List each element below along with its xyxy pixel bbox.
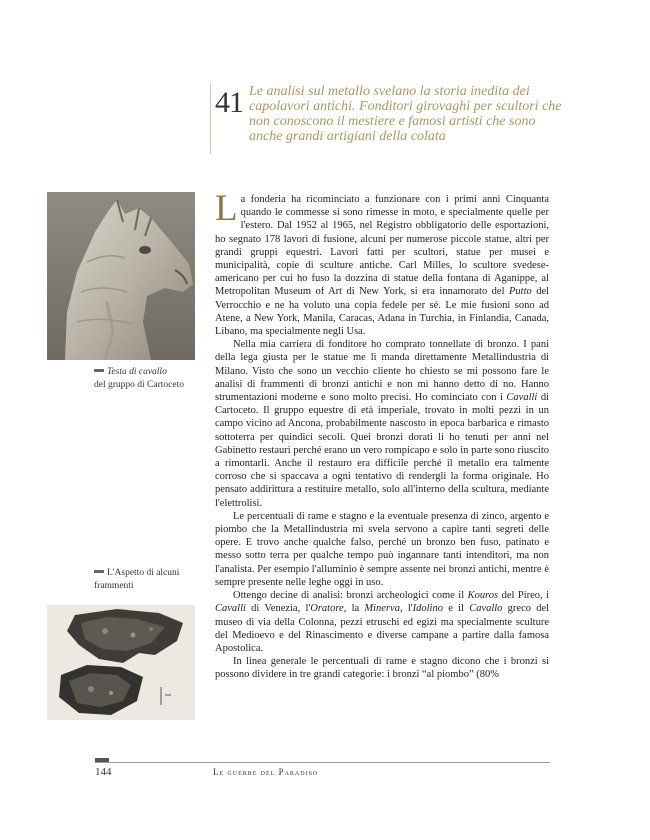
paragraph-text: del Verrocchio e ne ha voluto una copia fedele per sé. Le mie fusioni sono ad Atene, a New York, Manila, Caracas, Adana in Turchia, in Finlandia, Canada, Libano, ma specialmente negli Usa.	[215, 286, 549, 338]
fragments-photo-caption	[94, 567, 204, 593]
paragraph-4	[215, 589, 549, 655]
caption-text: L'Aspetto di alcuni frammenti	[94, 568, 180, 591]
running-title: Le guerre del Paradiso	[213, 767, 319, 777]
caption-title: Testa di cavallo	[107, 367, 167, 377]
caption-detail: del gruppo di Cartoceto	[94, 380, 184, 390]
artwork-title: Idolino	[412, 603, 443, 615]
paragraph-text: Nella mia carriera di fonditore ho comprato tonnellate di bronzo. I pani della lega giusta per le statue me li manda direttamente Metallindustria di Milano. Visto che sono un vecchio cliente ho chiesto se mi possono fare le analisi di frammenti di bronzi antichi e non mi hanno detto di no. Hanno strumentazioni moderne e sono molto precisi. Ho cominciato con i	[215, 339, 549, 404]
paragraph-text: a fonderia ha ricominciato a funzionare con i primi anni Cinquanta quando le commesse si sono rimesse in moto, e specialmente quelle per l'estero. Dal 1952 al 1965, nel Registro obbligatorio delle esportazioni, ho segnato 178 lavori di fusione, alcuni per numerose piccole statue, altri per grandi gruppi equestri. Lavori fatti per scultori, statue per musei e municipalità, copie di sculture antiche. Carl Milles, lo scultore svedese-americano per cui ho fuso la dozzina di statue della fontana di Aganippe, al Metropolitan Museum of Art di New York, si era innamorato del	[215, 194, 549, 298]
artwork-title: Cavallo	[469, 603, 503, 615]
drop-cap: L	[215, 193, 238, 229]
bronze-fragments-photo	[47, 605, 195, 720]
paragraph-2	[215, 338, 549, 510]
paragraph-3: Le percentuali di rame e stagno e la eventuale presenza di zinco, argento e piombo che la Metallindustria mi svela servono a capire tanti segreti delle opere. E trovo anche qualche falso, perché un bronzo ben fuso, patinato e messo sotto terra per qualche tempo può ingannare tanti intenditori, ma non l'analista. Per esempio l'alluminio è sempre assente nei bronzi antichi, mentre è sempre presente nelle leghe oggi in uso.	[215, 510, 549, 588]
horse-head-image	[47, 192, 195, 360]
artwork-title: Kouros	[467, 590, 499, 602]
paragraph-1	[215, 193, 549, 338]
paragraph-text: , l'	[399, 603, 413, 615]
paragraph-text: e il	[448, 603, 464, 615]
footer-marker	[95, 758, 109, 762]
artwork-title: Cavalli	[506, 392, 538, 404]
paragraph-5: In linea generale le percentuali di rame e stagno dicono che i bronzi si possono dividere in tre grandi categorie: i bronzi “al piombo” (80%	[215, 656, 549, 681]
page-number: 144	[95, 766, 112, 778]
paragraph-text: di Cartoceto. Il gruppo equestre di età imperiale, trovato in molti pezzi in un campo vicino ad Ancona, probabilmente nascosto in epoca barbarica e rimasto sottoterra per quindici secoli. Quei bronzi dorati li ho tenuti per anni nel Gabinetto restauri perché erano un vero rompicapo e solo in parte sono riuscito a rimontarli. Anche il restauro era difficile perché il metallo era talmente corroso che si spaccava a ogni tentativo di rendergli la forma originale. Ho pensato addirittura a restituire metallo, solo all'interno della scultura, mediante l'elettrolisi.	[215, 392, 549, 509]
artwork-title: Putto	[508, 286, 532, 298]
footer-rule	[95, 762, 550, 763]
chapter-subtitle: Le analisi sul metallo svelano la storia inedita dei capolavori antichi. Fonditori girovaghi per scultori che non conoscono il mestiere e famosi artisti che sono anche grandi artigiani della colata	[249, 84, 562, 144]
artwork-title: Minerva	[364, 603, 400, 615]
horse-head-photo	[47, 192, 195, 360]
paragraph-text: del Pireo, i	[501, 590, 549, 602]
paragraph-text: Ottengo decine di analisi: bronzi archeologici come il	[233, 590, 465, 602]
artwork-title: Oratore	[310, 603, 344, 615]
paragraph-text: greco del museo di via della Colonna, pezzi etruschi ed egizi ma specialmente sculture del Medioevo e del Rinascimento e diverse campane a partire dalla famosa Apostolica.	[215, 603, 549, 654]
chapter-heading	[210, 84, 571, 154]
chapter-number: 41	[215, 86, 243, 119]
article-body	[215, 193, 549, 723]
horse-photo-caption	[94, 366, 204, 392]
bronze-fragments-image	[47, 605, 195, 720]
caption-marker	[94, 570, 104, 573]
paragraph-text: , la	[343, 603, 360, 615]
artwork-title: Cavalli	[215, 603, 246, 615]
caption-marker	[94, 369, 104, 372]
paragraph-text: di Venezia, l'	[251, 603, 311, 615]
